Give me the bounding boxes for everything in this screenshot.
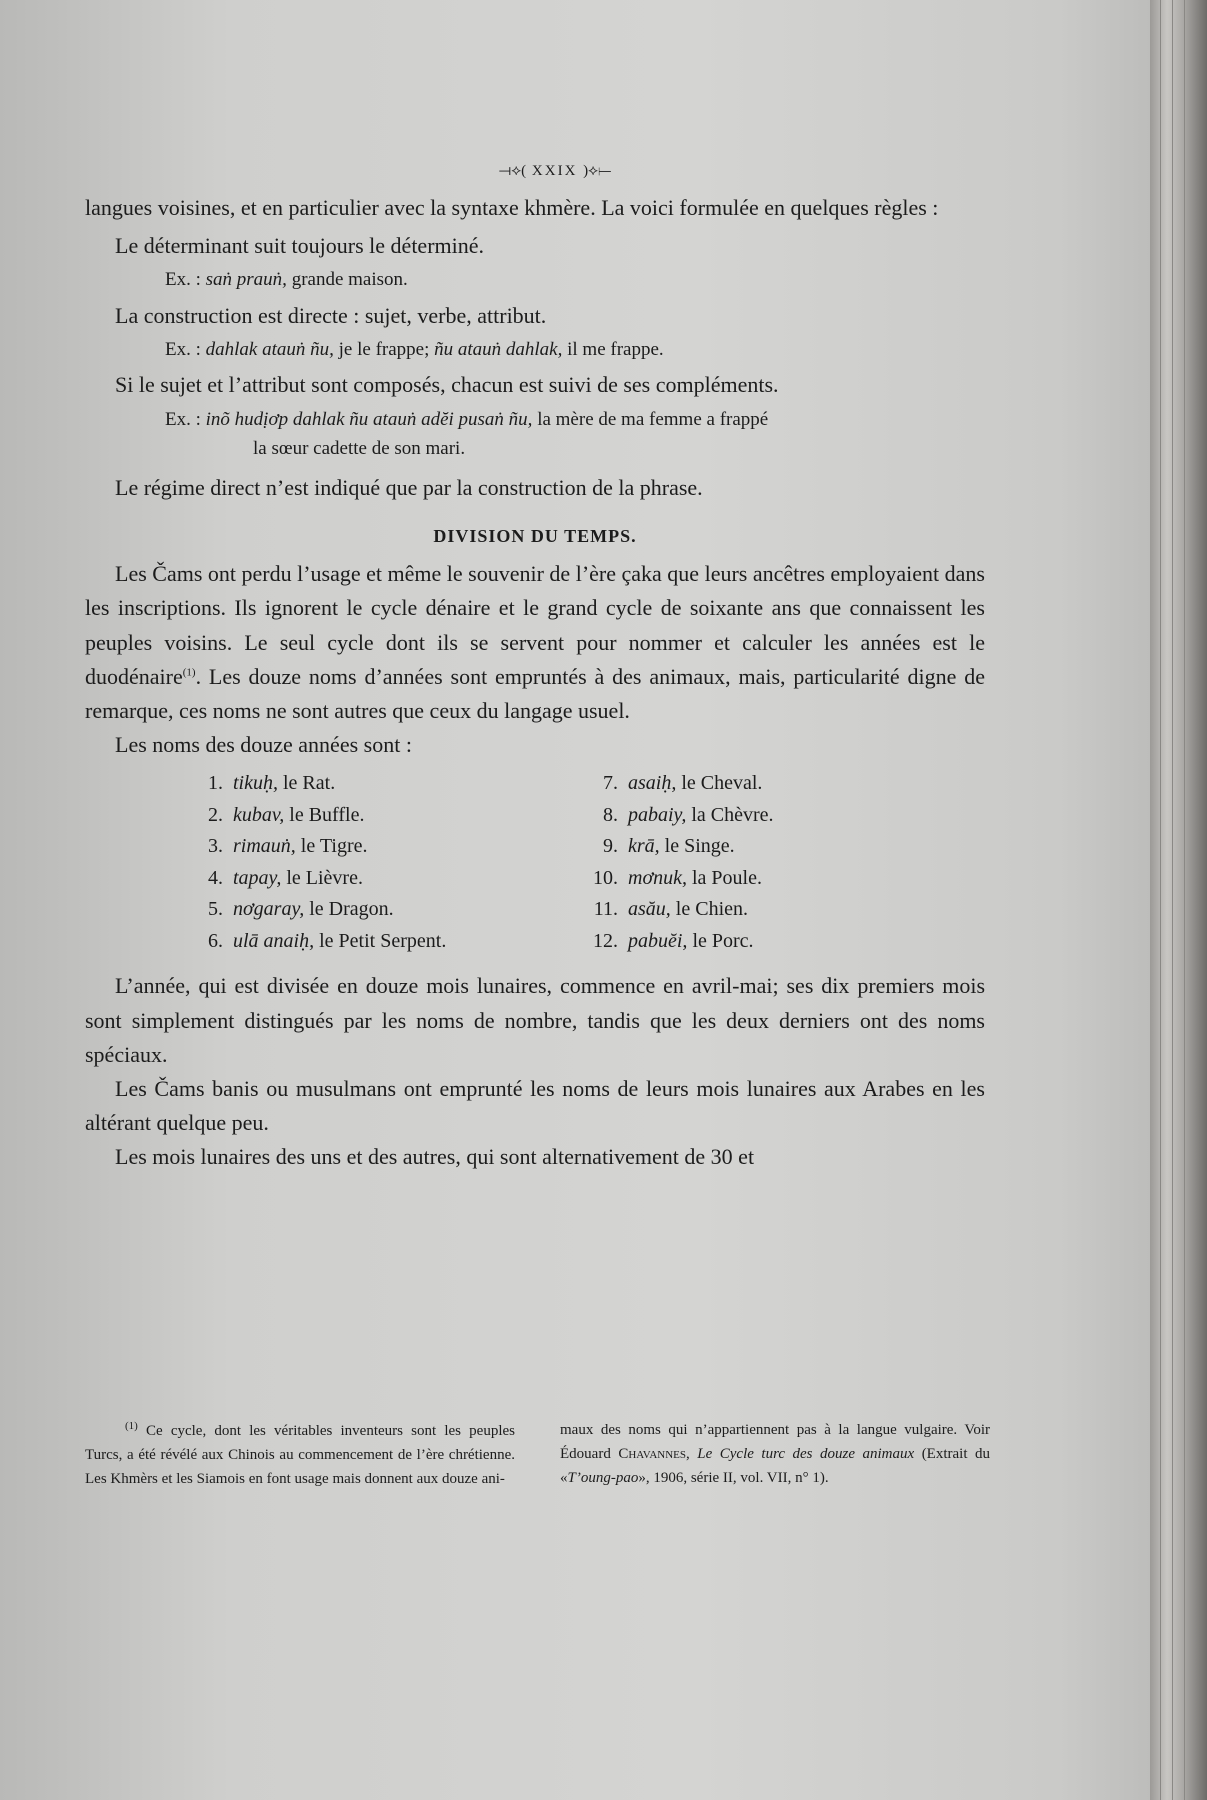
list-item: 1. tikuḥ, le Rat.	[208, 771, 336, 794]
footnote-col-1: $^{(1)}$ Ce cycle, dont les véritables inventeurs sont les peuples Turcs, a été révélé aux Chinois au commencement de l’ère chrétienne. Les Khmèrs et les Siamois en font usage mais donnent aux douze ani-	[85, 1420, 515, 1487]
footnote-ref[interactable]: (1)	[182, 666, 196, 679]
list-item: 8. pabaiy, la Chèvre.	[603, 803, 774, 826]
list-item: 3. rimauṅ, le Tigre.	[208, 835, 368, 858]
paragraph-months: Les mois lunaires des uns et des autres, qui sont alternativement de 30 et	[115, 1143, 755, 1169]
rule-3: Si le sujet et l’attribut sont composés, chacun est suivi de ses compléments.	[115, 372, 779, 398]
list-item: 11. asău, le Chien.	[593, 898, 749, 921]
page-number: XXIX	[531, 163, 578, 179]
list-item: 5. nơgaray, le Dragon.	[208, 898, 394, 921]
page-content	[85, 160, 985, 1174]
list-item: 10. mơnuk, la Poule.	[593, 866, 762, 889]
years-column-left	[195, 768, 590, 958]
regime-rule: Le régime direct n’est indiqué que par la construction de la phrase.	[115, 475, 703, 501]
section-heading: DIVISION DU TEMPS.	[433, 526, 637, 547]
list-item: 2. kubav, le Buffle.	[208, 803, 365, 826]
page-edge	[1150, 0, 1207, 1800]
paragraph-banis: Les Čams banis ou musulmans ont emprunté les noms de leurs mois lunaires aux Arabes en les altérant quelque peu.	[85, 1075, 985, 1135]
list-item: 4. tapay, le Lièvre.	[208, 866, 363, 889]
footnotes	[85, 1418, 990, 1491]
paragraph-year: L’année, qui est divisée en douze mois lunaires, commence en avril-mai; ses dix premiers mois sont simplement distingués par les noms de nombre, tandis que les deux derniers ont des noms spéciaux.	[85, 973, 985, 1067]
years-column-right	[590, 768, 985, 958]
list-item: 12. pabuĕi, le Porc.	[593, 929, 754, 952]
paragraph-cycle: Les Čams ont perdu l’usage et même le souvenir de l’ère çaka que leurs ancêtres employaient dans les inscriptions. Ils ignorent le cycle dénaire et le grand cycle de soixante ans que connaissent les peuples voisins. Le seul cycle dont ils se servent pour nommer et calculer les années est le duodénaire$^{(1)}$. Les douze noms d’années sont empruntés à des animaux, mais, particularité digne de remarque, ces noms ne sont autres que ceux du langage usuel.	[85, 561, 985, 723]
page-edge-line	[1172, 0, 1173, 1800]
example-2: Ex. : dahlak atauṅ ñu, je le frappe; ñu atauṅ dahlak, il me frappe.	[165, 338, 664, 360]
list-item: 9. krā, le Singe.	[603, 835, 735, 858]
rule-1: Le déterminant suit toujours le déterminé.	[115, 233, 485, 259]
rule-2: La construction est directe : sujet, verbe, attribut.	[115, 302, 547, 328]
intro-paragraph: langues voisines, et en particulier avec la syntaxe khmère. La voici formulée en quelques règles :	[85, 195, 939, 221]
years-intro: Les noms des douze années sont :	[115, 731, 412, 757]
header-ornament-right: )⟡⟝	[583, 163, 612, 179]
page-edge-line	[1184, 0, 1185, 1800]
list-item: 7. asaiḥ, le Cheval.	[603, 771, 763, 794]
example-1: Ex. : saṅ prauṅ, grande maison.	[165, 269, 408, 291]
page-header	[85, 160, 985, 183]
years-list	[195, 768, 985, 958]
example-3: Ex. : inõ hudịơp dahlak ñu atauṅ adĕi pusaṅ ñu, la mère de ma femme a frappé	[165, 408, 769, 430]
example-3-continuation: la sœur cadette de son mari.	[253, 437, 466, 459]
footnote-col-2: maux des noms qui n’appartiennent pas à la langue vulgaire. Voir Édouard Chavannes, Le Cycle turc des douze animaux (Extrait du «T’oung-pao», 1906, série II, vol. VII, n° 1).	[560, 1422, 991, 1486]
page-edge-line	[1160, 0, 1161, 1800]
list-item: 6. ulā anaiḥ, le Petit Serpent.	[208, 929, 447, 952]
header-ornament-left: ⟞⟡(	[498, 163, 527, 179]
